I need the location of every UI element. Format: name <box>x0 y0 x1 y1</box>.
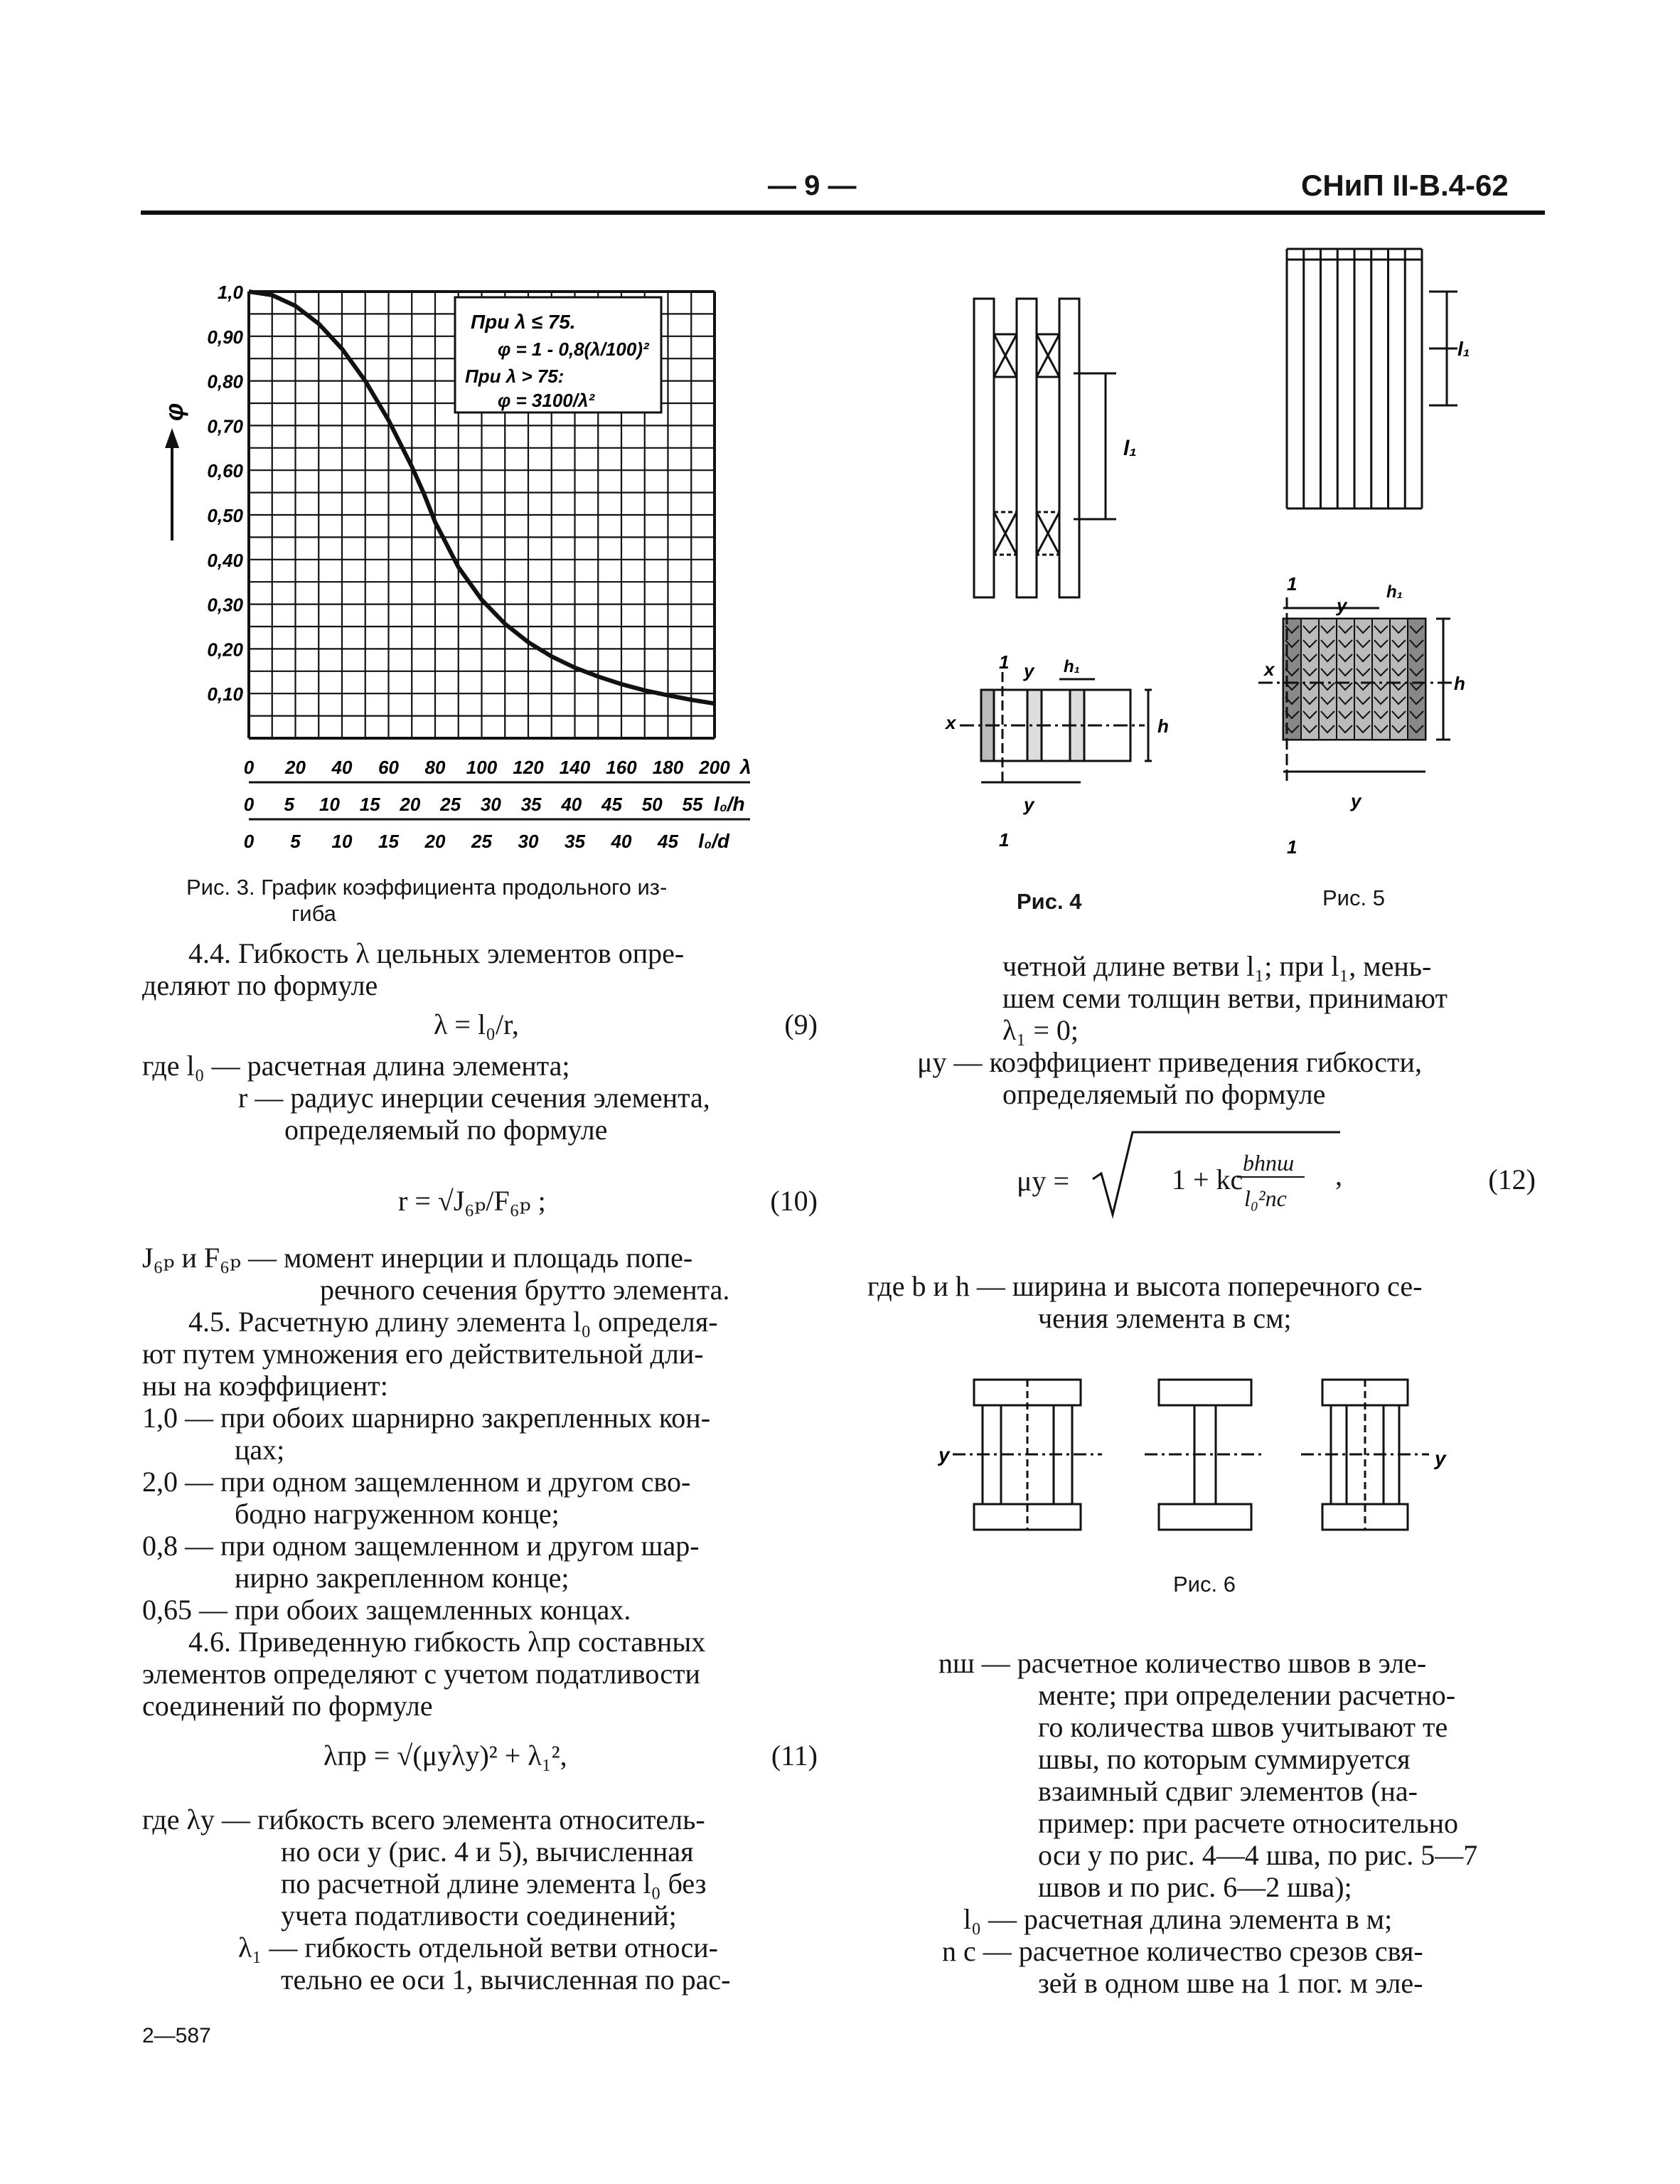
scale-d-label: 25 <box>471 831 492 852</box>
lambda-y-line4: учета податливости соединений; <box>281 1900 677 1932</box>
n-sh-line3: го количества швов учитывают те <box>1038 1711 1448 1743</box>
figure-5-caption: Рис. 5 <box>1322 885 1385 910</box>
fig5-label-y-bottom: y <box>1351 790 1361 811</box>
fig4-label-h1: h₁ <box>1064 657 1081 676</box>
coef-3-line2: нирно закрепленном конце; <box>235 1562 569 1594</box>
lambda-1-line1: λ₁ — гибкость отдельной ветви относи- <box>238 1932 718 1964</box>
figure-6-caption: Рис. 6 <box>1173 1572 1236 1597</box>
scale-d-name: l₀/d <box>698 830 729 852</box>
scale-lambda-label: 60 <box>378 757 399 778</box>
equation-9: λ = l₀/r, <box>434 1008 519 1040</box>
coef-3-line1: 0,8 — при одном защемленном и другом шар- <box>142 1530 700 1562</box>
scale-h-label: 0 <box>243 794 255 815</box>
lambda-1-line2: тельно ее оси 1, вычисленная по рас- <box>281 1964 731 1996</box>
scale-h-label: 35 <box>520 794 542 815</box>
lambda-y-line3: по расчетной длине элемента l₀ без <box>281 1868 707 1900</box>
svg-text:φ: φ <box>159 403 188 421</box>
equation-12-numerator: bhnш <box>1243 1150 1295 1176</box>
equation-10: r = √J₆ₚ/F₆ₚ ; <box>398 1185 546 1217</box>
equation-11: λпр = √(μyλy)² + λ₁², <box>323 1740 567 1772</box>
lamella-section <box>1319 619 1337 740</box>
scale-d-label: 45 <box>658 831 678 852</box>
page-footer: 2—587 <box>142 2024 211 2047</box>
para-4-4-line2: деляют по формуле <box>142 969 378 1001</box>
fig5-label-one-top: 1 <box>1287 573 1298 595</box>
n-sh-line7: оси y по рис. 4—4 шва, по рис. 5—7 <box>1038 1839 1478 1871</box>
n-sh-line1: nш — расчетное количество швов в эле- <box>938 1647 1427 1679</box>
document-code: СНиП II-В.4-62 <box>1301 169 1509 202</box>
lamella-section <box>1337 619 1354 740</box>
fig5-label-l1: l₁ <box>1457 338 1470 360</box>
x-scales <box>244 756 751 852</box>
equation-12-number: (12) <box>1488 1163 1536 1195</box>
scale-lambda-label: 20 <box>285 757 306 778</box>
coef-2-line1: 2,0 — при одном защемленном и другом сво- <box>142 1466 691 1498</box>
mu-y-line2: определяемый по формуле <box>1002 1078 1326 1110</box>
fig4-label-h: h <box>1157 715 1169 737</box>
fig4-label-y: y <box>1024 660 1034 681</box>
scale-d-label: 35 <box>565 831 585 852</box>
y-tick-label: 0,80 <box>207 371 243 393</box>
scale-h-label: 50 <box>641 794 663 815</box>
lamella-section <box>1354 619 1372 740</box>
fig5-label-h: h <box>1454 673 1465 694</box>
scale-lambda-name: λ <box>740 756 751 778</box>
para-4-4-line1: 4.4. Гибкость λ цельных элементов опре- <box>188 937 685 969</box>
scale-d-label: 10 <box>331 831 353 852</box>
y-axis-arrow <box>159 403 188 540</box>
formula-box <box>455 297 661 412</box>
y-tick-label: 1,0 <box>217 282 243 303</box>
n-c-line2: зей в одном шве на 1 пог. м эле- <box>1038 1967 1423 1999</box>
scale-lambda-label: 40 <box>331 757 353 778</box>
figure-4 <box>931 284 1209 868</box>
scale-lambda-label: 200 <box>699 757 730 778</box>
n-c-line1: n c — расчетное количество срезов свя- <box>942 1935 1423 1967</box>
para-4-5-line1: 4.5. Расчетную длину элемента l₀ определя- <box>188 1306 718 1338</box>
fig5-label-h1: h₁ <box>1386 582 1403 602</box>
scale-lambda-label: 120 <box>513 757 544 778</box>
scale-h-label: 40 <box>561 794 582 815</box>
scale-d-label: 30 <box>518 831 539 852</box>
coef-1-line2: цах; <box>235 1434 285 1466</box>
where-r-line1: r — радиус инерции сечения элемента, <box>238 1082 710 1114</box>
scale-d-label: 0 <box>243 831 255 852</box>
fig4-label-one-top: 1 <box>999 651 1010 673</box>
para-4-6-line1: 4.6. Приведенную гибкость λпр составных <box>188 1626 706 1658</box>
jf-definition-line2: речного сечения брутто элемента. <box>320 1274 730 1306</box>
n-sh-line4: швы, по которым суммируется <box>1038 1743 1411 1775</box>
fig6-label-y-right: y <box>1435 1447 1446 1469</box>
lamella-section <box>1408 619 1425 740</box>
lamella-section <box>1372 619 1390 740</box>
scale-d-label: 20 <box>424 831 446 852</box>
right-cont-line2: шем семи толщин ветви, принимают <box>1002 982 1448 1014</box>
lambda-y-line1: где λy — гибкость всего элемента относитель- <box>142 1804 705 1836</box>
mu-y-line1: μy — коэффициент приведения гибкости, <box>917 1046 1422 1078</box>
y-tick-label: 0,30 <box>207 594 243 616</box>
scale-d-label: 15 <box>378 831 399 852</box>
equation-12-comma: , <box>1335 1159 1342 1191</box>
scale-lambda-label: 160 <box>606 757 637 778</box>
y-tick-labels <box>207 282 243 705</box>
lambda-y-line2: но оси y (рис. 4 и 5), вычисленная <box>281 1836 694 1868</box>
figure-4-caption: Рис. 4 <box>1017 889 1082 914</box>
fig5-label-y: y <box>1337 595 1347 616</box>
scale-h-label: 30 <box>480 794 501 815</box>
svg-text:φ = 3100/λ²: φ = 3100/λ² <box>498 390 595 411</box>
n-sh-line2: менте; при определении расчетно- <box>1038 1679 1456 1711</box>
equation-11-number: (11) <box>771 1740 818 1772</box>
b-h-line2: чения элемента в см; <box>1038 1302 1292 1334</box>
coef-2-line2: бодно нагруженном конце; <box>235 1498 560 1530</box>
scale-lambda-label: 80 <box>424 757 446 778</box>
figure-3-caption-line1: Рис. 3. График коэффициента продольного из- <box>186 875 668 900</box>
figure-5 <box>1237 242 1500 868</box>
scale-h-label: 55 <box>682 794 703 815</box>
y-tick-label: 0,50 <box>207 505 243 526</box>
svg-text:φ = 1 - 0,8(λ/100)²: φ = 1 - 0,8(λ/100)² <box>498 339 649 360</box>
where-l0: где l₀ — расчетная длина элемента; <box>142 1050 570 1082</box>
y-tick-label: 0,90 <box>207 326 243 348</box>
fig4-label-one-bottom: 1 <box>999 829 1010 851</box>
l0-definition: l₀ — расчетная длина элемента в м; <box>963 1903 1393 1935</box>
scale-h-name: l₀/h <box>713 793 745 815</box>
header-rule <box>141 211 1545 215</box>
scale-h-label: 20 <box>400 794 421 815</box>
y-tick-label: 0,10 <box>207 683 243 705</box>
svg-text:При λ ≤ 75.: При λ ≤ 75. <box>471 311 576 333</box>
n-sh-line6: пример: при расчете относительно <box>1038 1807 1458 1839</box>
figure-6 <box>924 1373 1479 1543</box>
where-r-line2: определяемый по формуле <box>284 1114 608 1146</box>
scale-d-label: 40 <box>611 831 632 852</box>
scale-h-label: 5 <box>284 794 294 815</box>
scale-h-label: 25 <box>440 794 461 815</box>
scale-lambda-label: 0 <box>243 757 255 778</box>
y-tick-label: 0,40 <box>207 549 243 571</box>
fig5-label-x: x <box>1264 659 1275 680</box>
equation-12-denominator: l₀²nc <box>1244 1186 1287 1211</box>
coef-4: 0,65 — при обоих защемленных концах. <box>142 1594 631 1626</box>
coef-1-line1: 1,0 — при обоих шарнирно закрепленных кон- <box>142 1402 711 1434</box>
equation-12-one-plus-k: 1 + kc <box>1172 1163 1243 1195</box>
scale-lambda-label: 140 <box>559 757 591 778</box>
svg-text:При λ > 75:: При λ > 75: <box>465 366 565 387</box>
y-tick-label: 0,60 <box>207 460 243 482</box>
page-number: — 9 — <box>768 170 857 201</box>
fig6-label-y-left: y <box>938 1444 950 1466</box>
figure-3-caption-line2: гиба <box>291 901 336 926</box>
scale-h-label: 45 <box>601 794 622 815</box>
figure-3-chart <box>142 270 796 861</box>
equation-10-number: (10) <box>770 1185 818 1217</box>
scale-d-label: 5 <box>290 831 301 852</box>
y-tick-label: 0,20 <box>207 639 243 661</box>
scale-lambda-label: 100 <box>466 757 498 778</box>
right-cont-line1: четной длине ветви l₁; при l₁, мень- <box>1002 950 1432 982</box>
fig4-label-y-bottom: y <box>1024 794 1034 815</box>
lamella-section <box>1301 619 1319 740</box>
y-tick-label: 0,70 <box>207 415 243 437</box>
equation-12-lhs: μy = <box>1017 1165 1070 1197</box>
lamella-section <box>1390 619 1408 740</box>
para-4-5-line3: ны на коэффициент: <box>142 1370 388 1402</box>
scale-lambda-label: 180 <box>652 757 684 778</box>
fig4-label-x: x <box>946 712 956 733</box>
n-sh-line5: взаимный сдвиг элементов (на- <box>1038 1775 1418 1807</box>
scale-h-label: 15 <box>359 794 380 815</box>
n-sh-line8: швов и по рис. 6—2 шва); <box>1038 1871 1352 1903</box>
scale-h-label: 10 <box>319 794 340 815</box>
jf-definition-line1: J₆ₚ и F₆ₚ — момент инерции и площадь попе- <box>142 1242 693 1274</box>
right-cont-line3: λ₁ = 0; <box>1002 1014 1079 1046</box>
fig4-label-l1: l₁ <box>1123 437 1137 460</box>
equation-9-number: (9) <box>784 1008 818 1040</box>
b-h-line1: где b и h — ширина и высота поперечного се- <box>867 1270 1423 1302</box>
fig5-label-one-bottom: 1 <box>1287 836 1298 858</box>
para-4-5-line2: ют путем умножения его действительной дли- <box>142 1338 704 1370</box>
para-4-6-line3: соединений по формуле <box>142 1690 433 1722</box>
para-4-6-line2: элементов определяют с учетом податливости <box>142 1658 700 1690</box>
